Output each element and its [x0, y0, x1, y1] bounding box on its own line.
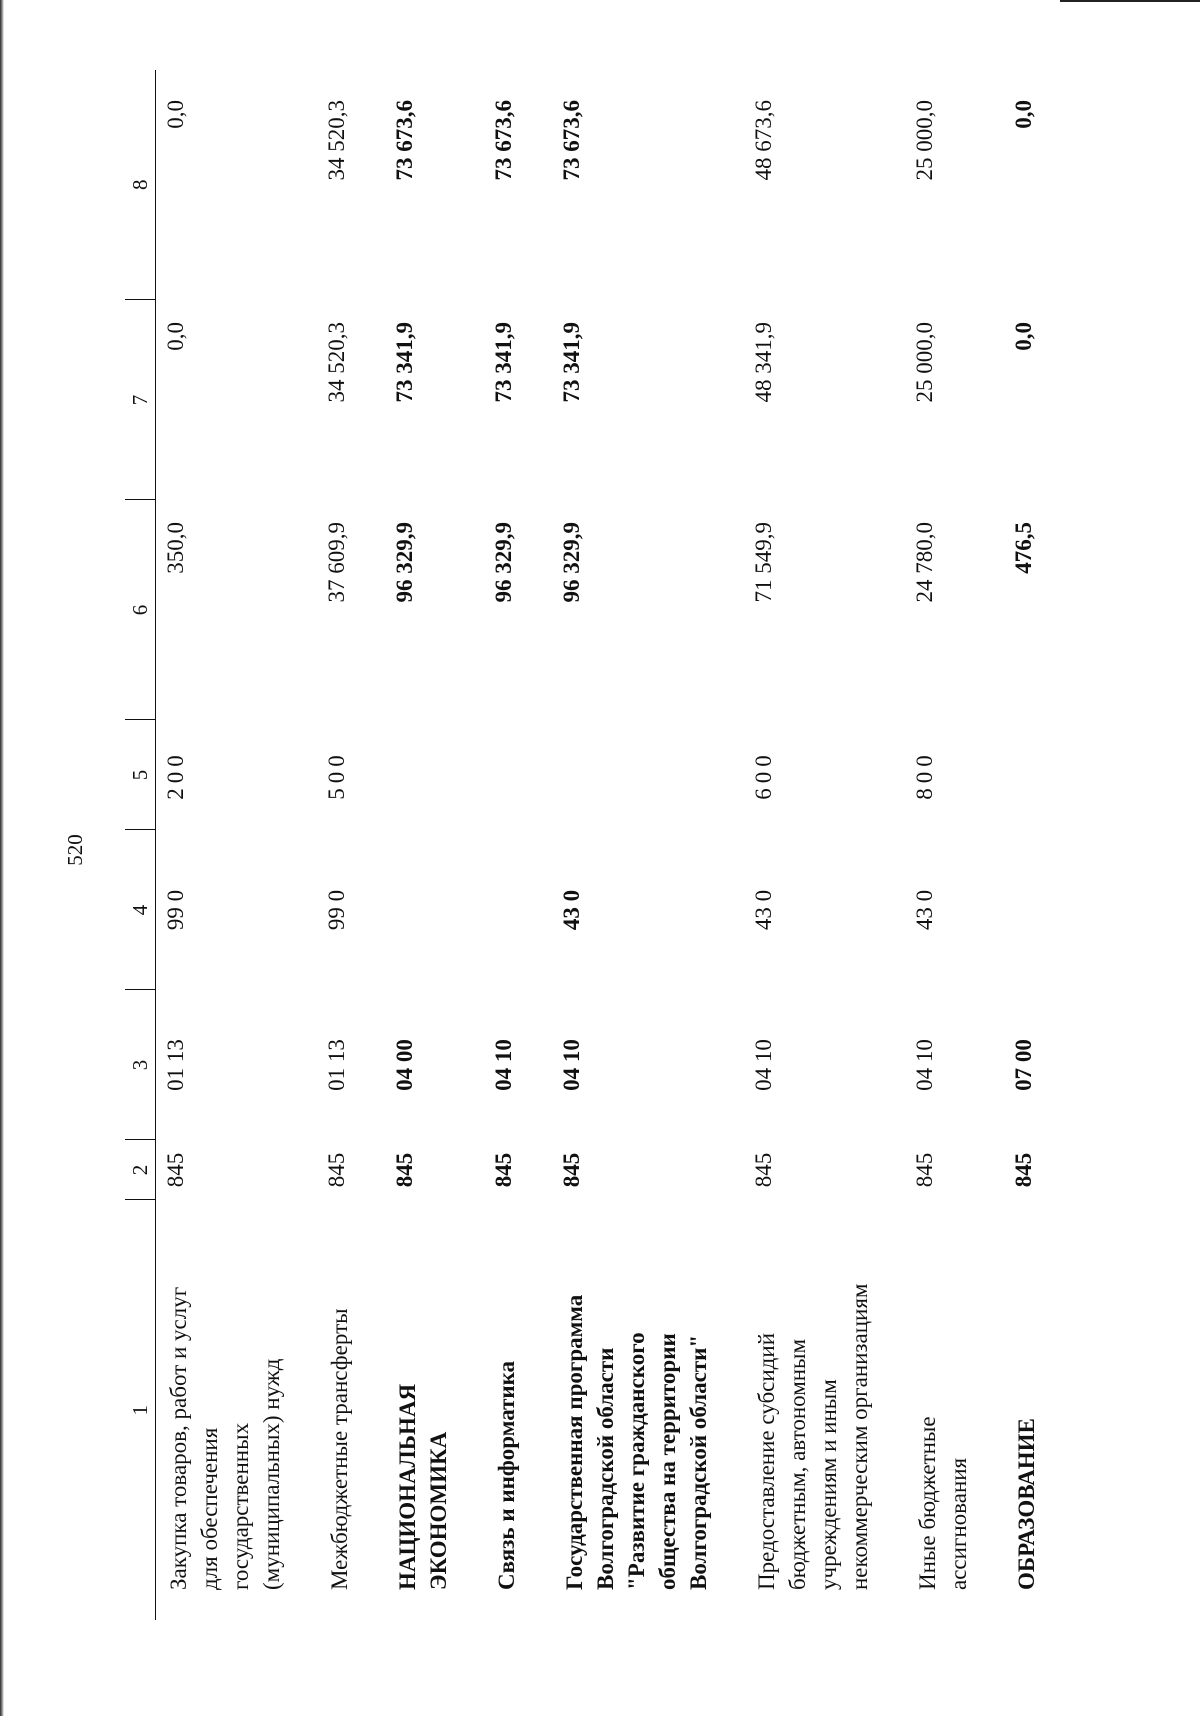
cell-amount-col8: 34 520,3	[324, 100, 349, 181]
cell-program-code: 43 0	[912, 889, 937, 931]
cell-department-code: 845	[1011, 1152, 1036, 1188]
description-line: для обеспечения	[197, 1427, 222, 1590]
description-line: Межбюджетные трансферты	[327, 1308, 352, 1590]
header-row	[125, 70, 156, 1620]
table-row	[552, 70, 744, 1620]
cell-amount-col7: 73 341,9	[559, 322, 584, 403]
cell-department-code: 845	[751, 1152, 776, 1188]
table-row	[484, 70, 552, 1620]
cell-amount-col8: 48 673,6	[751, 100, 776, 181]
rotated-table-container	[125, 70, 1085, 1620]
cell-program-code	[385, 830, 484, 990]
column-header: 6	[125, 500, 156, 720]
description-line: (муниципальных) нужд	[259, 1358, 284, 1590]
cell-amount-col7: 34 520,3	[324, 322, 349, 403]
table-row	[1004, 70, 1042, 1620]
description-line: Связь и информатика	[494, 1360, 519, 1590]
column-header: 8	[125, 70, 156, 300]
cell-amount-col6: 350,0	[163, 522, 188, 574]
column-header: 3	[125, 990, 156, 1140]
column-header: 2	[125, 1140, 156, 1200]
description-line: учреждениям и иным	[816, 1379, 841, 1590]
cell-amount-col7: 73 341,9	[392, 322, 417, 403]
description-line: общества на территории	[655, 1333, 680, 1590]
row-description	[385, 1200, 484, 1620]
row-description	[1004, 1200, 1042, 1620]
cell-department-code: 845	[392, 1152, 417, 1188]
cell-department-code: 845	[324, 1152, 349, 1188]
table-row	[905, 70, 1004, 1620]
description-line: Иные бюджетные	[915, 1416, 940, 1590]
cell-section-code: 04 10	[912, 1039, 937, 1091]
cell-expense-type	[1004, 720, 1042, 830]
column-header: 4	[125, 830, 156, 990]
description-line: Государственная программа	[562, 1294, 587, 1590]
cell-section-code: 04 10	[751, 1039, 776, 1091]
cell-expense-type	[484, 720, 552, 830]
cell-amount-col8: 0,0	[163, 100, 188, 129]
cell-amount-col8: 25 000,0	[912, 100, 937, 181]
row-description	[552, 1200, 744, 1620]
description-line: ЭКОНОМИКА	[426, 1431, 451, 1590]
description-line: ОБРАЗОВАНИЕ	[1014, 1418, 1039, 1590]
cell-amount-col7: 48 341,9	[751, 322, 776, 403]
cell-amount-col8: 73 673,6	[491, 100, 516, 181]
cell-department-code: 845	[163, 1152, 188, 1188]
cell-department-code: 845	[491, 1152, 516, 1188]
table-row	[385, 70, 484, 1620]
cell-program-code	[1004, 830, 1042, 990]
cell-amount-col6: 96 329,9	[392, 522, 417, 603]
page-number: 520	[63, 834, 87, 866]
cell-section-code: 01 13	[163, 1039, 188, 1091]
cell-amount-col6: 24 780,0	[912, 522, 937, 603]
scan-edge-shadow	[0, 0, 4, 1716]
cell-amount-col6: 37 609,9	[324, 522, 349, 603]
cell-section-code: 04 10	[491, 1039, 516, 1091]
column-header: 1	[125, 1200, 156, 1620]
cell-amount-col7: 0,0	[163, 322, 188, 351]
description-line: некоммерческим организациям	[847, 1283, 872, 1590]
cell-amount-col7: 25 000,0	[912, 322, 937, 403]
table-row	[317, 70, 385, 1620]
cell-program-code: 43 0	[751, 889, 776, 931]
description-line: Предоставление субсидий	[754, 1333, 779, 1590]
cell-expense-type: 800	[912, 750, 937, 800]
cell-expense-type: 200	[163, 750, 188, 800]
cell-department-code: 845	[559, 1152, 584, 1188]
row-description	[156, 1200, 318, 1620]
column-header: 7	[125, 300, 156, 500]
cell-amount-col8: 73 673,6	[559, 100, 584, 181]
row-description	[905, 1200, 1004, 1620]
cell-section-code: 01 13	[324, 1039, 349, 1091]
cell-section-code: 04 00	[392, 1039, 417, 1091]
description-line: НАЦИОНАЛЬНАЯ	[395, 1383, 420, 1590]
description-line: бюджетным, автономным	[785, 1338, 810, 1590]
cell-amount-col6: 96 329,9	[559, 522, 584, 603]
scan-top-rule	[1060, 0, 1200, 2]
row-description	[317, 1200, 385, 1620]
description-line: "Развитие гражданского	[624, 1332, 649, 1590]
table-row	[744, 70, 905, 1620]
budget-table	[125, 70, 1042, 1620]
column-header: 5	[125, 720, 156, 830]
cell-expense-type	[385, 720, 484, 830]
cell-amount-col7: 0,0	[1011, 322, 1036, 351]
description-line: ассигнования	[946, 1457, 971, 1590]
description-line: государственных	[228, 1422, 253, 1590]
row-description	[484, 1200, 552, 1620]
cell-section-code: 04 10	[559, 1039, 584, 1091]
cell-program-code: 99 0	[163, 889, 188, 931]
cell-amount-col8: 0,0	[1011, 100, 1036, 129]
cell-expense-type	[552, 720, 744, 830]
description-line: Закупка товаров, работ и услуг	[166, 1286, 191, 1590]
cell-section-code: 07 00	[1011, 1039, 1036, 1091]
cell-amount-col6: 96 329,9	[491, 522, 516, 603]
table-row	[156, 70, 318, 1620]
cell-program-code	[484, 830, 552, 990]
cell-amount-col7: 73 341,9	[491, 322, 516, 403]
cell-program-code: 43 0	[559, 889, 584, 931]
cell-amount-col6: 71 549,9	[751, 522, 776, 603]
cell-amount-col6: 476,5	[1011, 522, 1036, 574]
cell-amount-col8: 73 673,6	[392, 100, 417, 181]
table-body	[156, 70, 1043, 1620]
cell-expense-type: 600	[751, 750, 776, 800]
cell-department-code: 845	[912, 1152, 937, 1188]
row-description	[744, 1200, 905, 1620]
cell-expense-type: 500	[324, 750, 349, 800]
description-line: Волгоградской области"	[686, 1334, 711, 1590]
cell-program-code: 99 0	[324, 889, 349, 931]
description-line: Волгоградской области	[593, 1347, 618, 1590]
